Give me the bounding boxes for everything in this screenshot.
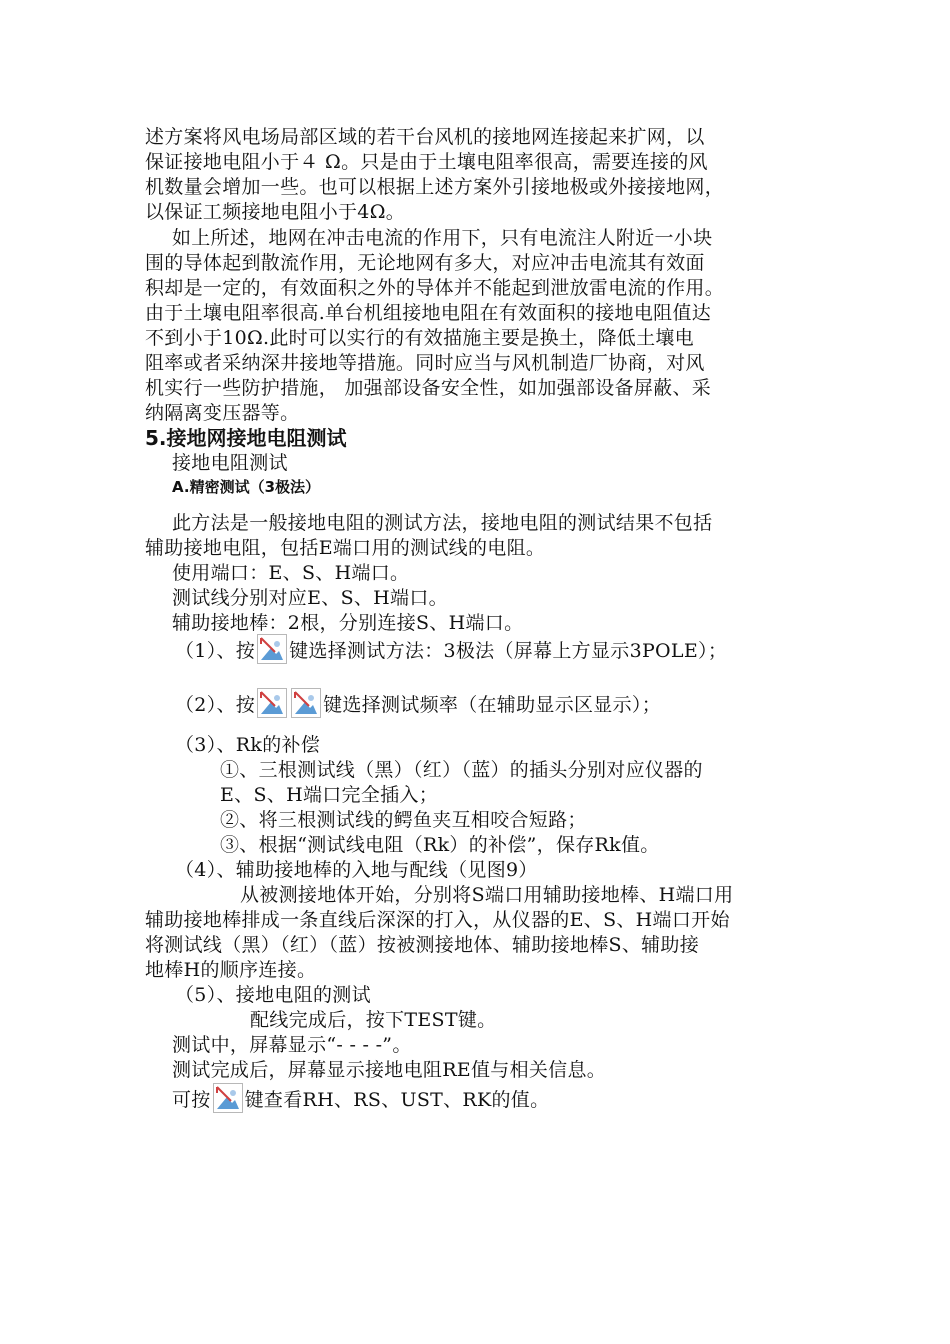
step-3-title: （3）、Rk的补偿 (175, 734, 321, 756)
final-row (172, 1083, 549, 1113)
step-4-line: 将测试线（黑）（红）（蓝）按被测接地体、辅助接地棒S、辅助接 (145, 934, 700, 956)
step-4-line: 从被测接地体开始，分别将S端口用辅助接地棒、H端口用 (240, 884, 734, 906)
step-4-line: 辅助接地棒排成一条直线后深深的打入，从仪器的E、S、H端口开始 (145, 909, 730, 931)
rods-line: 辅助接地棒：2根，分别连接S、H端口。 (172, 612, 524, 634)
paragraph-line: 积却是一定的，有效面积之外的导体并不能起到泄放雷电流的作用。 (145, 277, 725, 299)
paragraph-line: 不到小于10Ω.此时可以实行的有效描施主要是换土，降低土壤电 (145, 327, 694, 349)
paragraph-line: 机数量会增加一些。也可以根据上述方案外引接地极或外接接地网， (145, 176, 725, 198)
step-4-title: （4）、辅助接地棒的入地与配线（见图9） (175, 859, 538, 881)
method-title: A.精密测试（3极法） (172, 478, 321, 496)
done-line: 测试完成后，屏幕显示接地电阻RE值与相关信息。 (172, 1059, 607, 1081)
paragraph-line: 述方案将风电场局部区域的若干台风机的接地网连接起来扩网，以 (145, 126, 705, 148)
paragraph-line: 以保证工频接地电阻小于4Ω。 (145, 201, 406, 223)
paragraph-line: 阻率或者采纳深井接地等措施。同时应当与风机制造厂协商，对风 (145, 352, 705, 374)
final-suffix: 键查看RH、RS、UST、RK的值。 (244, 1089, 550, 1111)
paragraph-line: 由于土壤电阻率很高.单台机组接地电阻在有效面积的接地电阻值达 (145, 302, 712, 324)
broken-image-icon (257, 634, 287, 664)
step-3-item: ②、将三根测试线的鳄鱼夹互相咬合短路； (220, 809, 587, 831)
broken-image-icon (291, 688, 321, 718)
step-3-item: ③、根据“测试线电阻（Rk）的补偿”，保存Rk值。 (220, 834, 660, 856)
sub-title: 接地电阻测试 (172, 452, 288, 474)
step-5-title: （5）、接地电阻的测试 (175, 984, 371, 1006)
step-2 (175, 688, 661, 718)
paragraph-line: 保证接地电阻小于４ Ω。只是由于土壤电阻率很高，需要连接的风 (145, 151, 708, 173)
final-prefix: 可按 (172, 1089, 211, 1111)
broken-image-icon (213, 1083, 243, 1113)
step-5-text: 配线完成后，按下TEST键。 (250, 1009, 497, 1031)
paragraph-line: 围的导体起到散流作用，无论地网有多大，对应冲击电流其有效面 (145, 252, 705, 274)
step-1-suffix: 键选择测试方法：3极法（屏幕上方显示3POLE）； (289, 640, 728, 662)
paragraph-line: 纳隔离变压器等。 (145, 402, 300, 424)
intro-line: 辅助接地电阻，包括E端口用的测试线的电阻。 (145, 537, 546, 559)
step-3-item: E、S、H端口完全插入； (220, 784, 439, 806)
ports-line: 使用端口：E、S、H端口。 (172, 562, 410, 584)
intro-line: 此方法是一般接地电阻的测试方法，接地电阻的测试结果不包括 (172, 512, 713, 534)
testing-line: 测试中，屏幕显示“- - - -”。 (172, 1034, 412, 1056)
step-2-suffix: 键选择测试频率（在辅助显示区显示）； (323, 694, 661, 716)
paragraph-line: 如上所述，地网在冲击电流的作用下，只有电流注人附近一小块 (172, 227, 713, 249)
step-3-item: ①、三根测试线（黑）（红）（蓝）的插头分别对应仪器的 (220, 759, 703, 781)
step-4-line: 地棒H的顺序连接。 (145, 959, 317, 981)
section-heading: 5.接地网接地电阻测试 (145, 426, 347, 450)
broken-image-icon (257, 688, 287, 718)
step-2-prefix: （2）、按 (175, 694, 256, 716)
wires-line: 测试线分别对应E、S、H端口。 (172, 587, 448, 609)
paragraph-line: 机实行一些防护措施， 加强部设备安全性，如加强部设备屏蔽、采 (145, 377, 712, 399)
step-1-prefix: （1）、按 (175, 640, 256, 662)
step-1 (175, 634, 727, 664)
